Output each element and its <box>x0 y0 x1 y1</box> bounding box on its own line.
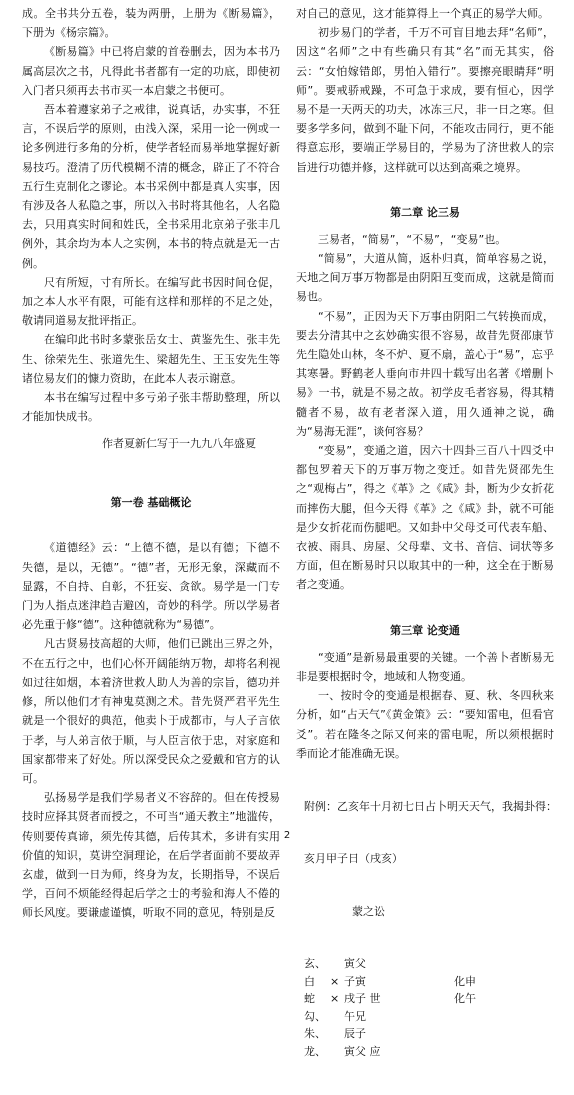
line-branch: 午兄 <box>344 1009 366 1023</box>
paragraph: 尺有所短，寸有所长。在编写此书因时间仓促，加之本人水平有限，可能有这样和那样的不足之处，敬请同道易友批评指正。 <box>22 275 280 328</box>
line-branch: 戌子 世 <box>344 992 381 1006</box>
paragraph: 《道德经》云：“上德不德，是以有德；下德不失德，是以，无德”。“德”者，无形无象，深藏而不显露，不自持、自彰，不狂妄、贪欲。易学是一门专门为人指点迷津趋吉避凶，奇妙的科学。所以学易者必先重于修“德”。这种德就称为“易德”。 <box>22 541 280 632</box>
hexagram-line <box>304 973 554 991</box>
hexagram-lines <box>304 955 554 1060</box>
example-intro: 附例：乙亥年十月初七日占卜明天天气，我揭卦得： <box>304 799 557 813</box>
chapter-heading: 第三章 论变通 <box>390 623 460 637</box>
hexagram-line <box>304 1025 554 1043</box>
page-number: 2 <box>283 830 291 841</box>
paragraph: 初步易门的学者，千万不可盲目地去拜“名师”，因这“名师”之中有些确只有其“名”而无其实，俗云：“女怕嫁错郎，男怕入错行”。要擦亮眼睛拜“明师”。要戒骄戒躁，不可急于求成，要有恒心，因学易不是一天两天的功夫，冰冻三尺，非一日之寒。但要多学多问，做到不耻下问，不能攻击同行，更不能得意忘形，要端正学易目的，学易为了济世救人的宗旨进行功德并修，这样就可以达到高乘之境界。 <box>296 26 554 174</box>
paragraph: 弘扬易学是我们学易者义不容辞的。但在传授易技时应择其贤者而授之，不可当“通天教主”地滥传，传则要传真谛，须先传其德，后传其术，多讲有实用价值的知识，莫讲空洞理论，在后学者面前不要故弄玄虚，做到一日为师，终身为友，长期指导，不误后学，百问不烦能经得起后学之士的考验和海人不倦的师长风度。要谦虚谨慎，听取不同的意见，特别是反 <box>22 791 280 920</box>
six-god: 朱、 <box>304 1027 326 1041</box>
right-column <box>296 4 557 1095</box>
paragraph: “变易”，变通之道，因六十四卦三百八十四爻中都包罗着天下的万事万物之变迁。如昔先贤邵先生之“观梅占”，得之《革》之《咸》卦，断为少女折花而摔伤大腿，但今天得《革》之《咸》卦，就不可能是少女折花而伤腿吧。又如卦中父母爻可代表车船、衣被、雨具、房屋、父母辈、文书、音信、词状等多方面，但在断易时只以取其中的一种，这全在于断易者之变通。 <box>296 444 554 592</box>
line-branch: 子寅 <box>344 974 366 988</box>
paragraph: 本书在编写过程中多亏弟子张丰帮助整理，所以才能加快成书。 <box>22 391 280 424</box>
paragraph: 成。全书共分五卷，装为两册，上册为《断易篇》，下册为《杨宗篇》。 <box>22 7 280 40</box>
chapter-heading: 第二章 论三易 <box>390 205 460 219</box>
hexagram-example <box>296 763 557 1095</box>
six-god: 玄、 <box>304 957 326 971</box>
hexagram-line <box>304 955 554 973</box>
paragraph: “变通”是新易最重要的关键。一个善卜者断易无非是要根据时令，地域和人物变通。 <box>296 650 554 683</box>
paragraph: 在编印此书时多蒙张岳女士、黄鉴先生、张丰先生、徐荣先生、张道先生、梁超先生、王玉安先生等诸位易友们的慷力资助，在此本人表示谢意。 <box>22 333 280 385</box>
hexagram-line <box>304 990 554 1008</box>
changed-branch: 化申 <box>454 974 476 988</box>
line-branch: 寅父 <box>344 957 366 971</box>
hexagram-line <box>304 1043 554 1061</box>
paragraph: 一、按时令的变通是根据春、夏、秋、冬四秋来分析，如“占天气”《黄金策》云：“要知雷电，但看官爻”。若在隆冬之际又何来的雷电呢，所以须根据时季而论才能准确无误。 <box>296 689 554 760</box>
line-branch: 寅父 应 <box>344 1044 381 1058</box>
six-god: 龙、 <box>304 1044 326 1058</box>
chapter-heading: 第一卷 基础概论 <box>110 496 192 510</box>
example-date: 亥月甲子日（戌亥） <box>304 852 403 866</box>
paragraph: 《断易篇》中已将启蒙的首卷删去，因为本书乃属高层次之书，凡得此书者都有一定的功底，即使初入门者只须再去书市买一本启蒙之书便可。 <box>22 45 280 97</box>
paragraph: 凡古贤易技高超的大师，他们已跳出三界之外，不在五行之中，也们心怀开阔能纳万物，却将名利视如过往如烟，本着济世救人助人为善的宗旨，德功并修，所以他们才有神鬼莫测之术。昔先贤严君平先生就是一个很好的典范，他卖卜于成都市，与人子言依于孝，与人弟言依于顺，与人臣言依于忠，对家庭和国家都带来了好处。所以深受民众之爱戴和官方的认可。 <box>22 637 280 785</box>
paragraph: “简易”，大道从简，返朴归真，简单容易之说，天地之间万事万物都是由阴阳互变而成，这就是简而易也。 <box>296 252 554 304</box>
paragraph: “不易”，正因为天下万事由阴阳二气转换而成，要去分清其中之玄妙确实很不容易，故昔先贤邵康节先生隐处山林，冬不炉、夏不扇，盖心于“易”，忘乎其寒暑。野鹤老人垂向市井四十载写出名著《增删卜易》一书，就是不易之故。初学皮毛者容易，得其精髓者不易，故有老者深入道，用久通神之说，确为“易海无涯”，谈何容易？ <box>296 309 554 438</box>
changed-branch: 化午 <box>454 992 476 1006</box>
left-column <box>22 4 280 923</box>
moving-mark: × <box>330 974 340 988</box>
moving-mark: × <box>330 992 340 1006</box>
six-god: 蛇 <box>304 992 315 1006</box>
hexagram-line <box>304 1008 554 1026</box>
author-signature: 作者夏新仁写于一九九八年盛夏 <box>102 437 256 451</box>
paragraph: 三易者，“简易”，“不易”，“变易”也。 <box>318 232 507 246</box>
paragraph: 对自己的意见，这才能算得上一个真正的易学大师。 <box>296 7 549 20</box>
line-branch: 辰子 <box>344 1027 366 1041</box>
hexagram-name: 蒙之讼 <box>352 904 385 918</box>
six-god: 白 <box>304 974 315 988</box>
paragraph: 吾本着遵家弟子之戒律，说真话，办实事，不狂言，不误后学的原则，由浅入深，采用一论一例或一论多例进行多角的分析，使学者轻而易举地掌握好新易技巧。澄清了历代模糊不清的概念，辟正了不符合五行生克制化之谬论。本书采例中都是真人实事，因有涉及各人私隐之事，所以入书时将其他名，人名隐去，只用真实时间和姓氏，全书采用北京弟子张丰几例外，其余均为本人之实例，本书的特点就是无一古例。 <box>22 103 280 270</box>
six-god: 勾、 <box>304 1009 326 1023</box>
